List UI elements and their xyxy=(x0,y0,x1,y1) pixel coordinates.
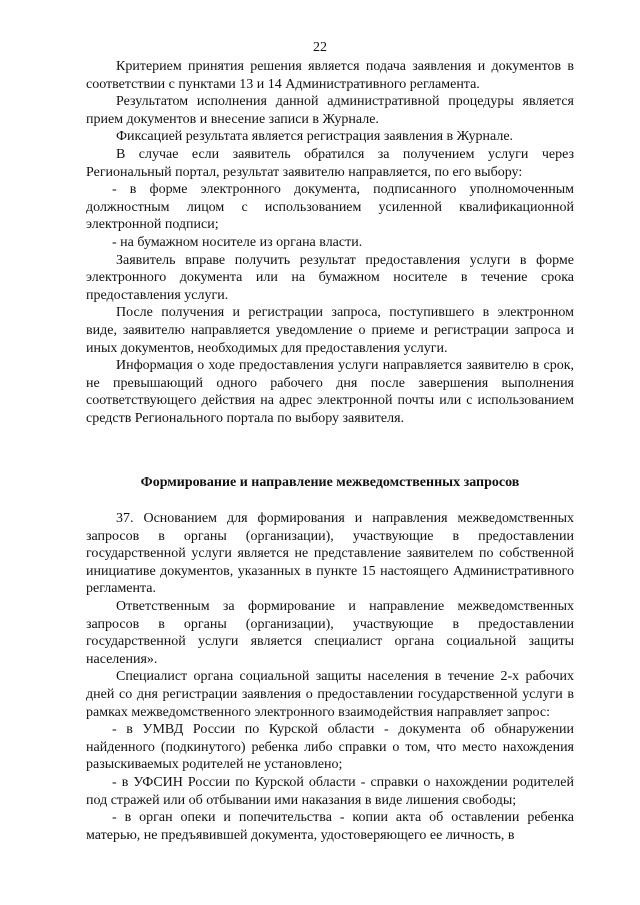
page-number: 22 xyxy=(313,40,327,55)
list-item-electronic-document: - в форме электронного документа, подписанного уполномоченным должностным лицом с использованием усиленной квалификационной электронной подписи; xyxy=(86,182,574,233)
paragraph-specialist: Специалист органа социальной защиты населения в течение 2-х рабочих дней со дня регистрации заявления о предоставлении государственной услуги в рамках межведомственного электронного взаимодействия направляет запрос: xyxy=(86,669,574,720)
paragraph-regional-portal: В случае если заявитель обратился за получением услуги через Региональный портал, результат заявителю направляется, по его выбору: xyxy=(86,146,574,180)
paragraph-criterion: Критерием принятия решения является подача заявления и документов в соответствии с пунктами 13 и 14 Административного регламента. xyxy=(86,59,574,92)
body-section-bottom xyxy=(86,510,574,844)
list-item-guardianship: - в орган опеки и попечительства - копии акта об оставлении ребенка матерью, не предъявившей документа, удостоверяющего ее личность, в xyxy=(86,810,574,843)
list-item-paper: - на бумажном носителе из органа власти. xyxy=(112,234,363,250)
paragraph-notification: После получения и регистрации запроса, поступившего в электронном виде, заявителю направляется уведомление о приеме и регистрации запроса и иных документов, необходимых для предоставления услуги. xyxy=(86,305,574,356)
paragraph-progress-info: Информация о ходе предоставления услуги направляется заявителю в срок, не превышающий одного рабочего дня после завершения выполнения соответствующего действия на адрес электронной почты или с использованием средств Регионального портала по выбору заявителя. xyxy=(86,358,574,426)
paragraph-responsible: Ответственным за формирование и направление межведомственных запросов в органы (организации), участвующие в предоставлении государственной услуги является специалист органа социальной защиты населения». xyxy=(86,598,574,667)
paragraph-fixation: Фиксацией результата является регистрация заявления в Журнале. xyxy=(116,129,514,145)
section-heading: Формирование и направление межведомственных запросов xyxy=(140,475,520,490)
paragraph-item-37: 37. Основанием для формирования и направления межведомственных запросов в органы (организации), участвующие в предоставлении государственной услуги является не представление заявителем по собственной инициативе документов, указанных в пункте 15 настоящего Административного регламента. xyxy=(86,511,574,597)
paragraph-applicant-right: Заявитель вправе получить результат предоставления услуги в форме электронного документа или на бумажном носителе в течение срока предоставления услуги. xyxy=(86,252,574,303)
list-item-umvd: - в УМВД России по Курской области - документа об обнаружении найденного (подкинутого) ребенка либо справки о том, что место нахождения разыскиваемых родителей не установлено; xyxy=(86,722,574,773)
list-item-ufsin: - в УФСИН России по Курской области - справки о нахождении родителей под стражей или об отбывании ими наказания в виде лишения свободы; xyxy=(86,774,574,808)
body-section-top xyxy=(86,58,574,427)
paragraph-result: Результатом исполнения данной административной процедуры является прием документов и внесение записи в Журнале. xyxy=(86,94,574,127)
